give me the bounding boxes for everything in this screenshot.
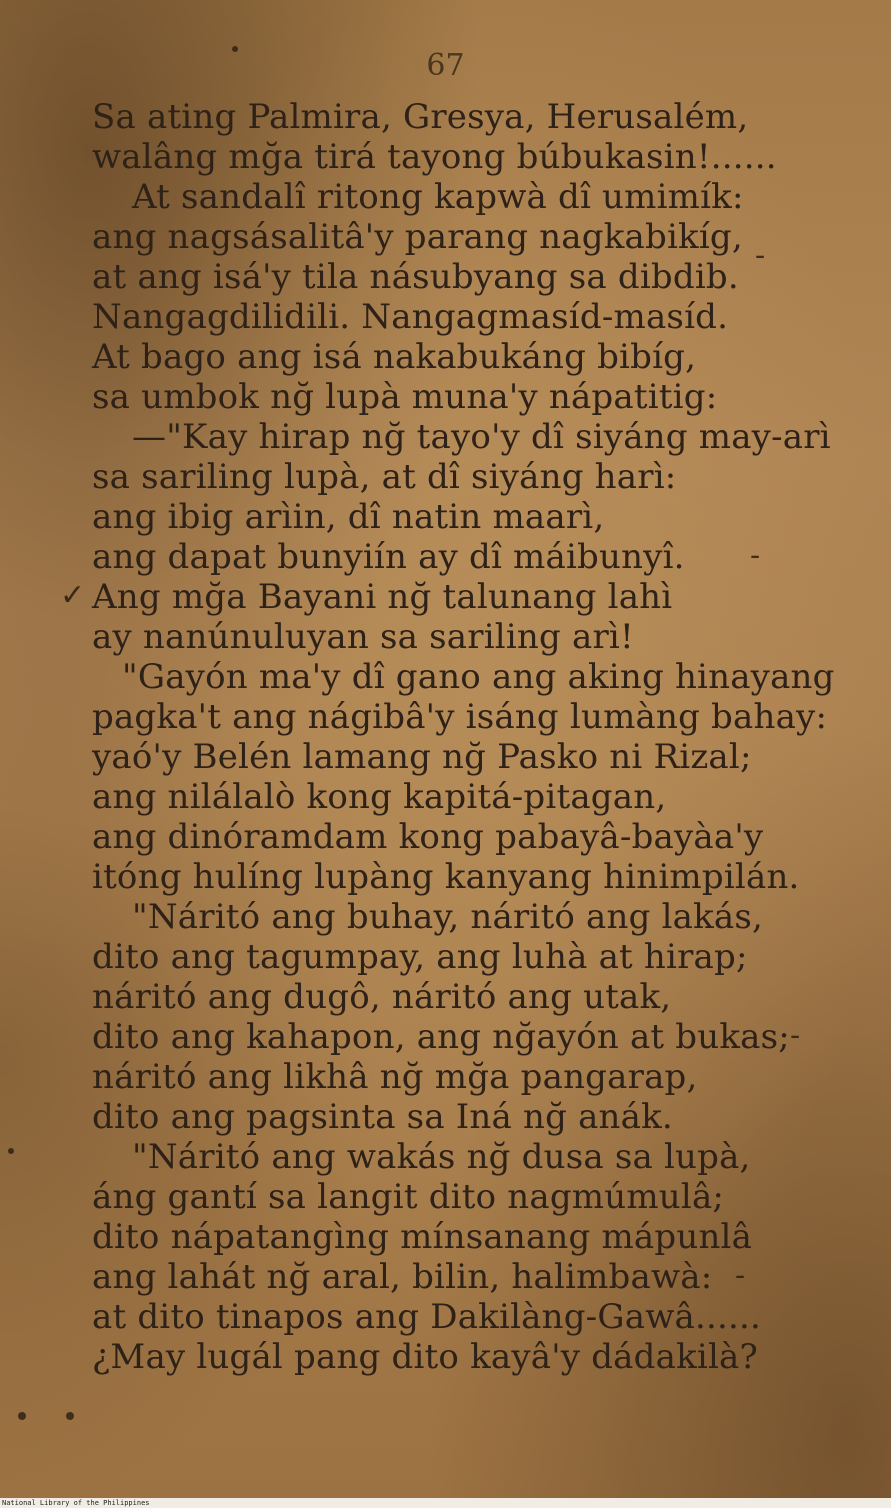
poem-line: Sa ating Palmira, Gresya, Herusalém, xyxy=(92,97,749,137)
poem-line: Nangagdilidili. Nangagmasíd-masíd. xyxy=(92,297,729,337)
poem-line: At bago ang isá nakabukáng bibíg, xyxy=(92,337,697,377)
poem-line: ang nilálalò kong kapitá-pitagan, xyxy=(92,777,667,817)
poem-line: náritó ang likhâ nğ mğa pangarap, xyxy=(92,1057,698,1097)
poem-line: dito ang pagsinta sa Iná nğ anák. xyxy=(92,1097,673,1137)
dash-annotation: - xyxy=(755,238,766,273)
poem-line: itóng hulíng lupàng kanyang hinimpilán. xyxy=(92,857,800,897)
footer-credit-bar xyxy=(0,1498,891,1508)
ink-speck xyxy=(66,1412,74,1420)
dash-annotation: - xyxy=(790,1018,801,1053)
page-number: 67 xyxy=(426,48,465,83)
footer-credit: National Library of the Philippines xyxy=(2,1499,150,1507)
poem-line: ¿May lugál pang dito kayâ'y dádakilà? xyxy=(92,1337,758,1377)
poem-line: ang dinóramdam kong pabayâ-bayàa'y xyxy=(92,817,764,857)
poem-line: ang lahát nğ aral, bilin, halimbawà: xyxy=(92,1257,713,1297)
poem-line: At sandalî ritong kapwà dî umimík: xyxy=(132,177,744,217)
poem-line: dito ang kahapon, ang nğayón at bukas; xyxy=(92,1017,790,1057)
dash-annotation: - xyxy=(735,1258,746,1293)
poem-line: sa umbok nğ lupà muna'y nápatitig: xyxy=(92,377,718,417)
poem-line: "Náritó ang wakás nğ dusa sa lupà, xyxy=(132,1137,751,1177)
poem-line: dito nápatangìng mínsanang mápunlâ xyxy=(92,1217,753,1257)
poem-line: náritó ang dugô, náritó ang utak, xyxy=(92,977,672,1017)
dash-annotation: - xyxy=(750,538,761,573)
ink-speck xyxy=(18,1412,26,1420)
ink-speck xyxy=(8,1148,14,1154)
poem-line: Ang mğa Bayani nğ talunang lahì xyxy=(92,577,673,617)
poem-line: ang dapat bunyiín ay dî máibunyî. xyxy=(92,537,685,577)
poem-line: at ang isá'y tila násubyang sa dibdib. xyxy=(92,257,739,297)
poem-line: walâng mğa tirá tayong búbukasin!...... xyxy=(92,137,777,177)
poem-line: —"Kay hirap nğ tayo'y dî siyáng may-arì xyxy=(132,417,831,457)
poem-line: ang nagsásalitâ'y parang nagkabikíg, xyxy=(92,217,743,257)
poem-line: "Náritó ang buhay, náritó ang lakás, xyxy=(132,897,764,937)
poem-line: yaó'y Belén lamang nğ Pasko ni Rizal; xyxy=(92,737,752,777)
poem-line: "Gayón ma'y dî gano ang aking hinayang xyxy=(122,657,835,697)
poem-line: at dito tinapos ang Dakilàng-Gawâ...... xyxy=(92,1297,762,1337)
poem-line: sa sariling lupà, at dî siyáng harì: xyxy=(92,457,677,497)
ink-speck xyxy=(232,46,238,52)
poem-line: dito ang tagumpay, ang luhà at hirap; xyxy=(92,937,748,977)
poem-line: ang ibig arìin, dî natin maarì, xyxy=(92,497,605,537)
poem-line: áng gantí sa langit dito nagmúmulâ; xyxy=(92,1177,725,1217)
poem-line: ay nanúnuluyan sa sariling arì! xyxy=(92,617,634,657)
poem-line: pagka't ang nágibâ'y isáng lumàng bahay: xyxy=(92,697,828,737)
checkmark-annotation: ✓ xyxy=(60,578,86,613)
